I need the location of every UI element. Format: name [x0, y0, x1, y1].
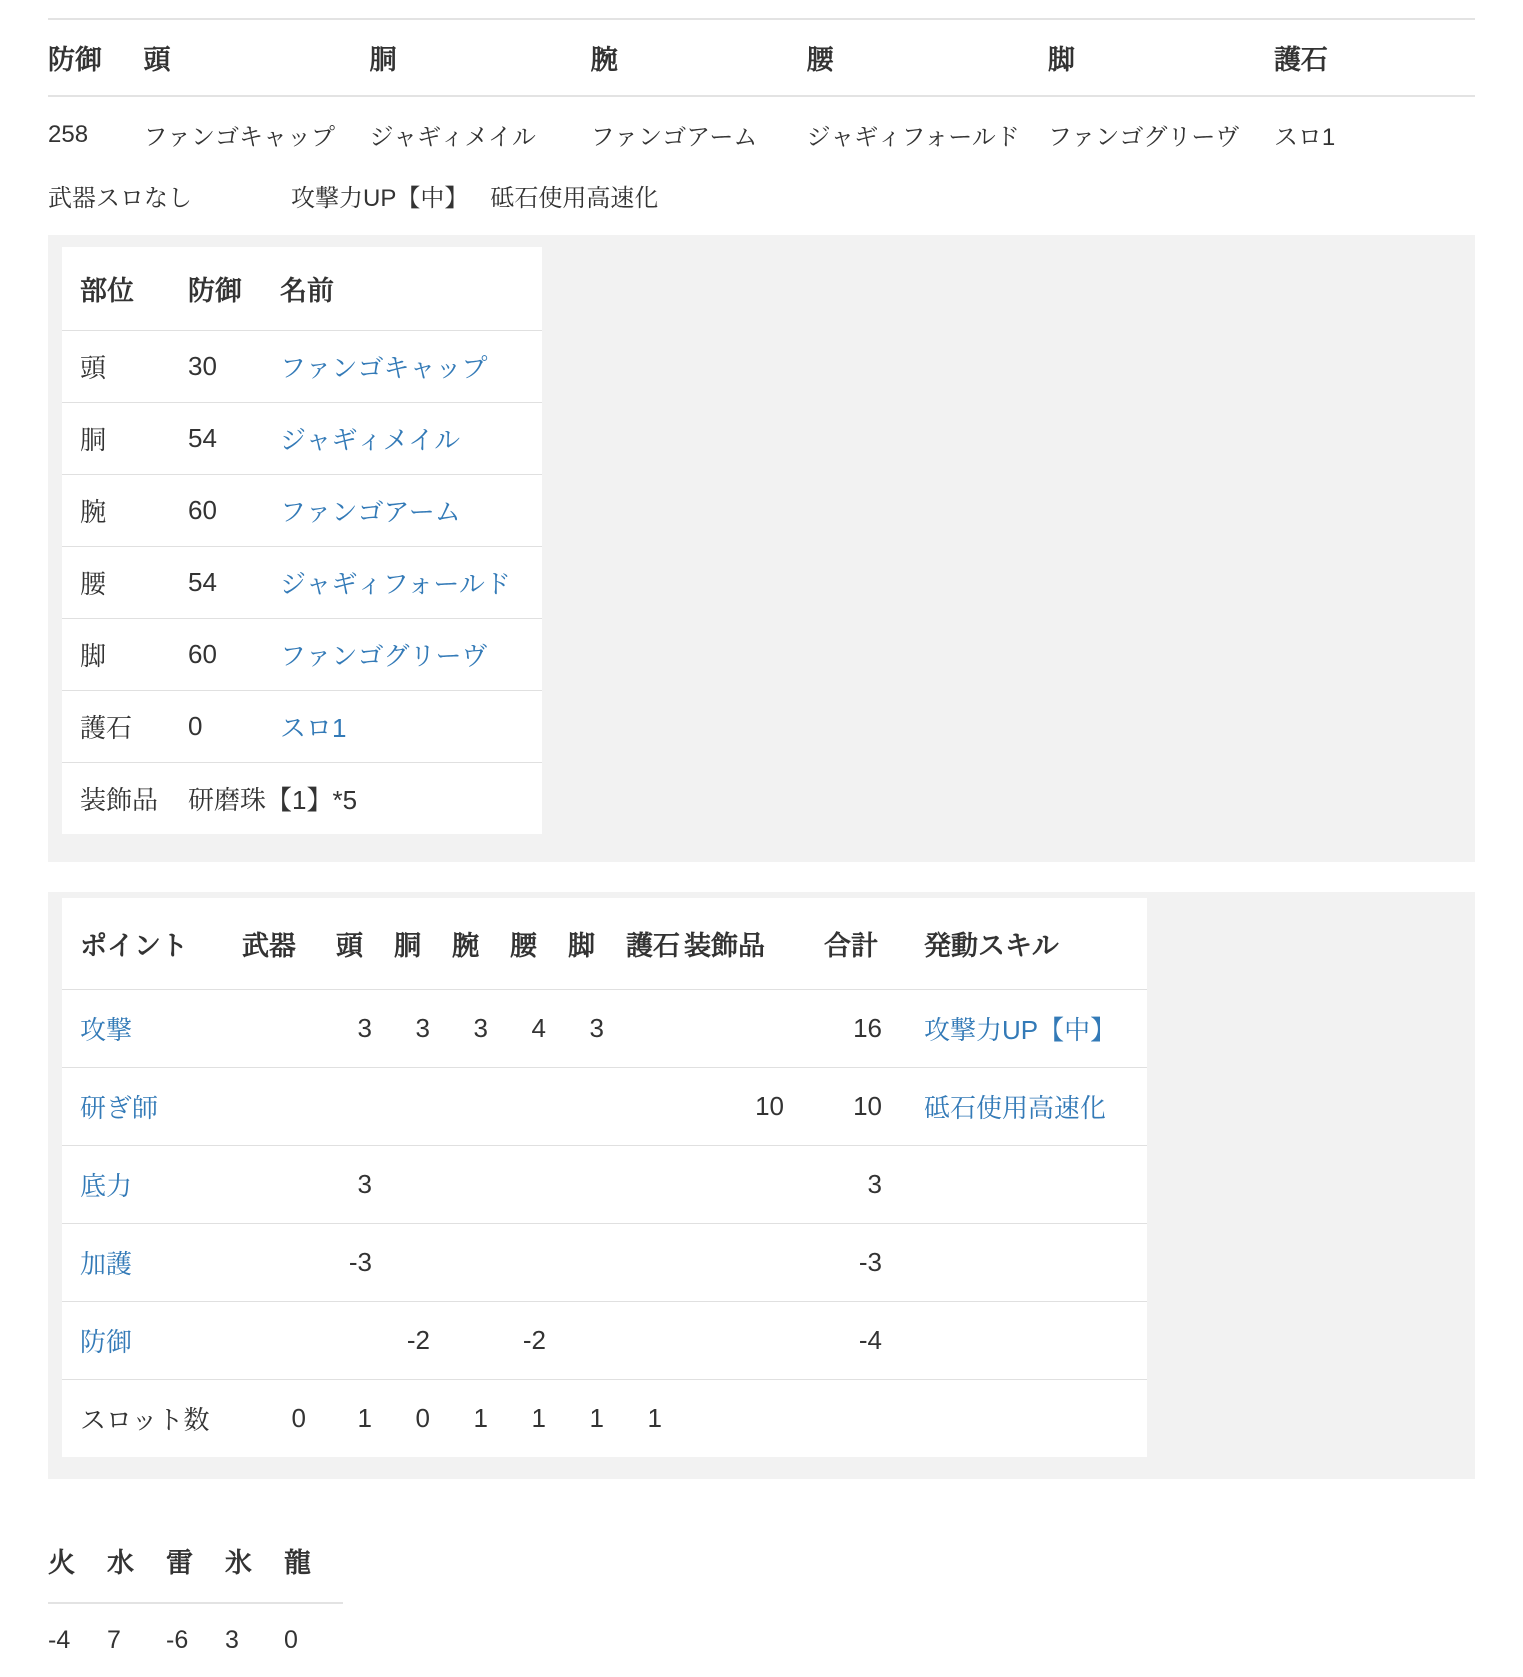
- point-kago-deco: [678, 1224, 818, 1302]
- point-sharpener-waist: [504, 1068, 562, 1146]
- point-defense-leg: [562, 1302, 620, 1380]
- resist-value-row: [48, 1603, 343, 1677]
- point-attack-deco: [678, 990, 818, 1068]
- pieces-panel: [48, 235, 1475, 862]
- point-defense-arm: [446, 1302, 504, 1380]
- point-attack-arm: 3: [446, 990, 504, 1068]
- table-row: [62, 619, 542, 691]
- point-kago-body: [388, 1224, 446, 1302]
- point-link-sharpener[interactable]: 研ぎ師: [80, 1093, 159, 1123]
- summary-head-name: ファンゴキャップ: [143, 124, 335, 151]
- weapon-slot-note: 武器スロなし: [48, 185, 192, 212]
- points-header-point: ポイント: [62, 898, 242, 990]
- piece-link-arm[interactable]: ファンゴアーム: [280, 497, 461, 527]
- summary-header-defense: 防御: [48, 19, 143, 96]
- point-sokojikara-deco: [678, 1146, 818, 1224]
- summary-section: [0, 18, 1523, 158]
- points-header-waist: 腰: [504, 898, 562, 990]
- summary-defense-total: 258: [48, 120, 89, 148]
- skill-link-sharpening[interactable]: 砥石使用高速化: [924, 1093, 1107, 1123]
- point-kago-weapon: [242, 1224, 330, 1302]
- resist-section: [48, 1519, 1475, 1677]
- table-row: [62, 403, 542, 475]
- slot-count-body: 0: [415, 1403, 430, 1433]
- point-kago-waist: [504, 1224, 562, 1302]
- point-sharpener-head: [330, 1068, 388, 1146]
- skill-chip-sharpening: 砥石使用高速化: [490, 185, 659, 212]
- point-attack-charm: [620, 990, 678, 1068]
- resist-value-dragon: 0: [284, 1626, 298, 1654]
- summary-header-charm: 護石: [1274, 19, 1475, 96]
- pieces-table: [62, 247, 542, 834]
- point-attack-total: 16: [818, 990, 916, 1068]
- points-header-leg: 脚: [562, 898, 620, 990]
- piece-def-arm: 60: [170, 475, 262, 547]
- point-defense-total: -4: [818, 1302, 916, 1380]
- slot-count-weapon: 0: [291, 1403, 306, 1433]
- point-defense-weapon: [242, 1302, 330, 1380]
- piece-part-leg: 脚: [62, 619, 170, 691]
- piece-part-charm: 護石: [62, 691, 170, 763]
- slot-count-arm: 1: [473, 1403, 488, 1433]
- slot-count-total: [818, 1380, 916, 1458]
- summary-header-head: 頭: [143, 19, 369, 96]
- summary-header-leg: 脚: [1048, 19, 1274, 96]
- slot-count-label: スロット数: [80, 1405, 210, 1435]
- table-row: [62, 547, 542, 619]
- armor-set-page: [0, 18, 1523, 1677]
- table-row: [62, 990, 1147, 1068]
- point-defense-charm: [620, 1302, 678, 1380]
- summary-table: [48, 18, 1475, 158]
- point-link-kago[interactable]: 加護: [80, 1249, 133, 1279]
- pieces-header-name: 名前: [262, 247, 542, 331]
- table-row: [62, 1302, 1147, 1380]
- points-header-head: 頭: [330, 898, 388, 990]
- piece-link-body[interactable]: ジャギィメイル: [280, 425, 461, 455]
- piece-part-arm: 腕: [62, 475, 170, 547]
- point-sokojikara-total: 3: [818, 1146, 916, 1224]
- points-header-row: [62, 898, 1147, 990]
- slot-count-leg: 1: [589, 1403, 604, 1433]
- table-row: [62, 1068, 1147, 1146]
- point-sharpener-charm: [620, 1068, 678, 1146]
- point-sharpener-leg: [562, 1068, 620, 1146]
- table-row: [62, 691, 542, 763]
- point-attack-weapon: [242, 990, 330, 1068]
- summary-arm-name: ファンゴアーム: [590, 124, 758, 151]
- piece-part-head: 頭: [62, 331, 170, 403]
- points-table: [62, 898, 1147, 1457]
- piece-def-head: 30: [170, 331, 262, 403]
- point-attack-waist: 4: [504, 990, 562, 1068]
- point-link-sokojikara[interactable]: 底力: [80, 1171, 133, 1201]
- resist-header-row: [48, 1519, 343, 1603]
- point-kago-head: -3: [330, 1224, 388, 1302]
- resist-value-thunder: -6: [166, 1626, 189, 1654]
- point-sokojikara-weapon: [242, 1146, 330, 1224]
- resist-header-thunder: 雷: [166, 1519, 225, 1603]
- decoration-label: 装飾品: [80, 785, 159, 815]
- point-sokojikara-body: [388, 1146, 446, 1224]
- point-sokojikara-head: 3: [330, 1146, 388, 1224]
- point-attack-leg: 3: [562, 990, 620, 1068]
- slot-count-deco: [678, 1380, 818, 1458]
- resist-header-dragon: 龍: [284, 1519, 343, 1603]
- piece-link-head[interactable]: ファンゴキャップ: [280, 353, 488, 383]
- piece-part-body: 胴: [62, 403, 170, 475]
- summary-charm-name: スロ1: [1273, 124, 1336, 151]
- summary-meta-row: [0, 158, 1523, 213]
- resist-value-fire: -4: [48, 1626, 71, 1654]
- point-sharpener-weapon: [242, 1068, 330, 1146]
- slot-count-skill: [916, 1380, 1147, 1458]
- summary-value-row: [48, 96, 1475, 158]
- resist-table: [48, 1519, 343, 1677]
- point-sharpener-body: [388, 1068, 446, 1146]
- table-row: [62, 475, 542, 547]
- decoration-value: 研磨珠【1】*5: [188, 785, 358, 815]
- point-sharpener-total: 10: [818, 1068, 916, 1146]
- point-sokojikara-arm: [446, 1146, 504, 1224]
- pieces-header-part: 部位: [62, 247, 170, 331]
- point-sokojikara-waist: [504, 1146, 562, 1224]
- summary-body-name: ジャギィメイル: [369, 124, 536, 151]
- skill-link-attack-up[interactable]: 攻撃力UP【中】: [924, 1015, 1117, 1045]
- points-header-body: 胴: [388, 898, 446, 990]
- summary-header-row: [48, 19, 1475, 96]
- slot-count-row: [62, 1380, 1147, 1458]
- points-header-skill: 発動スキル: [916, 898, 1147, 990]
- point-kago-leg: [562, 1224, 620, 1302]
- point-kago-skill: [916, 1224, 1147, 1302]
- piece-def-charm: 0: [170, 691, 262, 763]
- resist-value-water: 7: [107, 1626, 121, 1654]
- piece-def-waist: 54: [170, 547, 262, 619]
- table-row: [62, 331, 542, 403]
- piece-def-body: 54: [170, 403, 262, 475]
- piece-link-waist[interactable]: ジャギィフォールド: [280, 569, 511, 599]
- points-header-weapon: 武器: [242, 898, 330, 990]
- summary-header-arm: 腕: [591, 19, 807, 96]
- points-header-arm: 腕: [446, 898, 504, 990]
- point-kago-total: -3: [818, 1224, 916, 1302]
- point-defense-body: -2: [388, 1302, 446, 1380]
- summary-leg-name: ファンゴグリーヴ: [1047, 124, 1240, 151]
- point-defense-waist: -2: [504, 1302, 562, 1380]
- point-attack-body: 3: [388, 990, 446, 1068]
- point-sokojikara-skill: [916, 1146, 1147, 1224]
- table-row: [62, 1146, 1147, 1224]
- points-panel: [48, 892, 1475, 1479]
- points-header-total: 合計: [818, 898, 916, 990]
- points-header-charm: 護石: [620, 898, 678, 990]
- point-sharpener-deco: 10: [678, 1068, 818, 1146]
- resist-value-ice: 3: [225, 1626, 239, 1654]
- summary-header-waist: 腰: [807, 19, 1048, 96]
- point-sokojikara-leg: [562, 1146, 620, 1224]
- point-link-attack[interactable]: 攻撃: [80, 1015, 133, 1045]
- piece-link-leg[interactable]: ファンゴグリーヴ: [280, 641, 488, 671]
- point-defense-skill: [916, 1302, 1147, 1380]
- resist-header-fire: 火: [48, 1519, 107, 1603]
- summary-waist-name: ジャギィフォールド: [806, 124, 1020, 151]
- table-row: [62, 1224, 1147, 1302]
- slot-count-head: 1: [357, 1403, 372, 1433]
- piece-part-waist: 腰: [62, 547, 170, 619]
- points-header-deco: 装飾品: [678, 898, 818, 990]
- pieces-header-row: [62, 247, 542, 331]
- point-attack-head: 3: [330, 990, 388, 1068]
- slot-count-charm: 1: [647, 1403, 662, 1433]
- point-kago-charm: [620, 1224, 678, 1302]
- piece-link-charm[interactable]: スロ1: [280, 713, 347, 743]
- resist-header-water: 水: [107, 1519, 166, 1603]
- resist-header-ice: 氷: [225, 1519, 284, 1603]
- point-kago-arm: [446, 1224, 504, 1302]
- point-defense-head: [330, 1302, 388, 1380]
- slot-count-waist: 1: [531, 1403, 546, 1433]
- point-sharpener-arm: [446, 1068, 504, 1146]
- piece-def-leg: 60: [170, 619, 262, 691]
- point-defense-deco: [678, 1302, 818, 1380]
- pieces-header-defense: 防御: [170, 247, 262, 331]
- point-sokojikara-charm: [620, 1146, 678, 1224]
- point-link-defense[interactable]: 防御: [80, 1327, 133, 1357]
- summary-header-body: 胴: [370, 19, 591, 96]
- decoration-row: [62, 763, 542, 835]
- skill-chip-attack-up: 攻撃力UP【中】: [291, 185, 469, 212]
